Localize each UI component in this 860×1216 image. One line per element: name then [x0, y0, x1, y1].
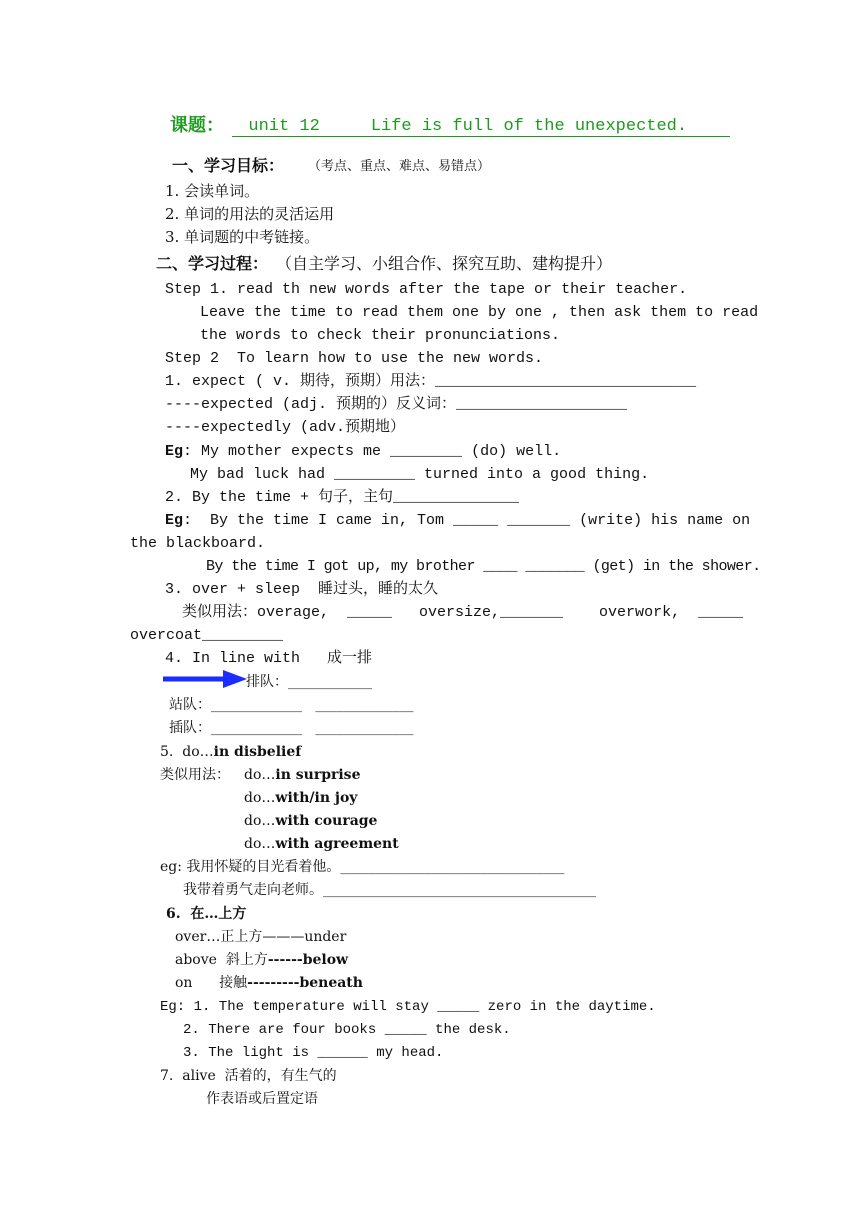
above-heading: 6. 在…上方 — [166, 906, 247, 922]
section1-heading: 一、学习目标： — [172, 156, 285, 175]
section2-note: （自主学习、小组合作、探究互助、建构提升） — [276, 254, 613, 273]
above-text: above 斜上方 — [175, 952, 268, 968]
phrase-bold: in surprise — [275, 767, 361, 783]
above-example-3: 3. The light is ______ my head. — [183, 1045, 444, 1061]
paidui-line: 排队：____________ — [246, 674, 372, 690]
disbelief-similar-1 — [244, 765, 360, 785]
step2-line: Step 2 To learn how to use the new words. — [165, 350, 544, 367]
above-example-2: 2. There are four books _____ the desk. — [183, 1022, 511, 1038]
disbelief-example-2: 我带着勇气走向老师。_______________________________________ — [183, 882, 596, 898]
zhandui-line: 站队：_____________ ______________ — [169, 697, 414, 713]
beneath-text: ---------beneath — [247, 975, 363, 991]
goal-item-2: 2. 单词的用法的灵活运用 — [165, 205, 335, 223]
on-line — [175, 973, 363, 993]
oversleep-similar: 类似用法：overage, _____ oversize,_______ overwork, _____ — [182, 604, 744, 621]
section1-note: （考点、重点、难点、易错点） — [308, 159, 491, 174]
disbelief-example-1: eg: 我用怀疑的目光看着他。________________________________ — [160, 859, 565, 875]
alive-heading: 7. alive 活着的，有生气的 — [160, 1068, 337, 1084]
expected-line: ----expected (adj. 预期的）反义词：___________________ — [165, 396, 628, 413]
phrase-bold: with/in joy — [275, 790, 358, 806]
goal-item-1: 1. 会读单词。 — [165, 182, 260, 200]
step1-line1: Step 1. read th new words after the tape or their teacher. — [165, 281, 688, 298]
expect-heading: 1. expect ( v. 期待，预期）用法：_____________________________ — [165, 373, 697, 390]
expect-example-1 — [165, 442, 561, 462]
phrase-bold: with agreement — [275, 836, 399, 852]
step1-line3: the words to check their pronunciations. — [200, 327, 561, 344]
disbelief-heading — [160, 742, 301, 762]
disbelief-similar-3 — [244, 811, 377, 831]
below-text: ------below — [267, 952, 349, 968]
disbelief-similar-label: 类似用法： — [160, 767, 230, 783]
phrase-prefix: do… — [244, 813, 276, 829]
eg-label: Eg — [165, 512, 184, 529]
title-underline — [232, 136, 730, 137]
above-example-1: Eg: 1. The temperature will stay _____ zero in the daytime. — [160, 999, 656, 1015]
expect-example-2: My bad luck had _________ turned into a good thing. — [190, 466, 650, 483]
phrase-bold: with courage — [275, 813, 378, 829]
oversleep-heading: 3. over + sleep 睡过头，睡的太久 — [165, 581, 439, 598]
step1-line2: Leave the time to read them one by one , then ask them to read — [200, 304, 759, 321]
section2-heading: 二、学习过程： — [156, 254, 269, 273]
goal-item-3: 3. 单词题的中考链接。 — [165, 228, 320, 246]
over-line: over…正上方———under — [175, 929, 347, 945]
expectedly-line: ----expectedly (adv.预期地） — [165, 419, 406, 436]
phrase-prefix: do… — [244, 790, 276, 806]
chadui-line: 插队：_____________ ______________ — [169, 720, 414, 736]
title-text: unit 12 Life is full of the unexpected. — [228, 117, 739, 136]
inline-heading: 4. In line with 成一排 — [165, 650, 373, 667]
phrase-prefix: do… — [244, 767, 276, 783]
bythetime-heading: 2. By the time + 句子，主句______________ — [165, 489, 520, 506]
bythetime-example-1-text: : By the time I came in, Tom _____ _______ (write) his name on — [183, 512, 751, 529]
bythetime-example-2: By the time I got up, my brother ____ _______ (get) in the shower. — [206, 558, 761, 575]
expect-example-1-text: : My mother expects me ________ (do) well. — [183, 443, 562, 460]
disbelief-num: 5. do… — [160, 744, 214, 760]
oversleep-similar-cont: overcoat_________ — [130, 627, 284, 644]
above-line — [175, 950, 348, 970]
disbelief-similar-4 — [244, 834, 399, 854]
on-text: on 接触 — [175, 975, 248, 991]
alive-usage: 作表语或后置定语 — [206, 1091, 318, 1107]
disbelief-similar-2 — [244, 788, 357, 808]
disbelief-phrase: in disbelief — [213, 744, 302, 760]
title-label: 课题： — [170, 115, 224, 136]
phrase-prefix: do… — [244, 836, 276, 852]
bythetime-example-1 — [165, 511, 750, 531]
arrow-right-icon — [163, 670, 247, 688]
bythetime-example-1-cont: the blackboard. — [130, 535, 266, 552]
eg-label: Eg — [165, 443, 184, 460]
